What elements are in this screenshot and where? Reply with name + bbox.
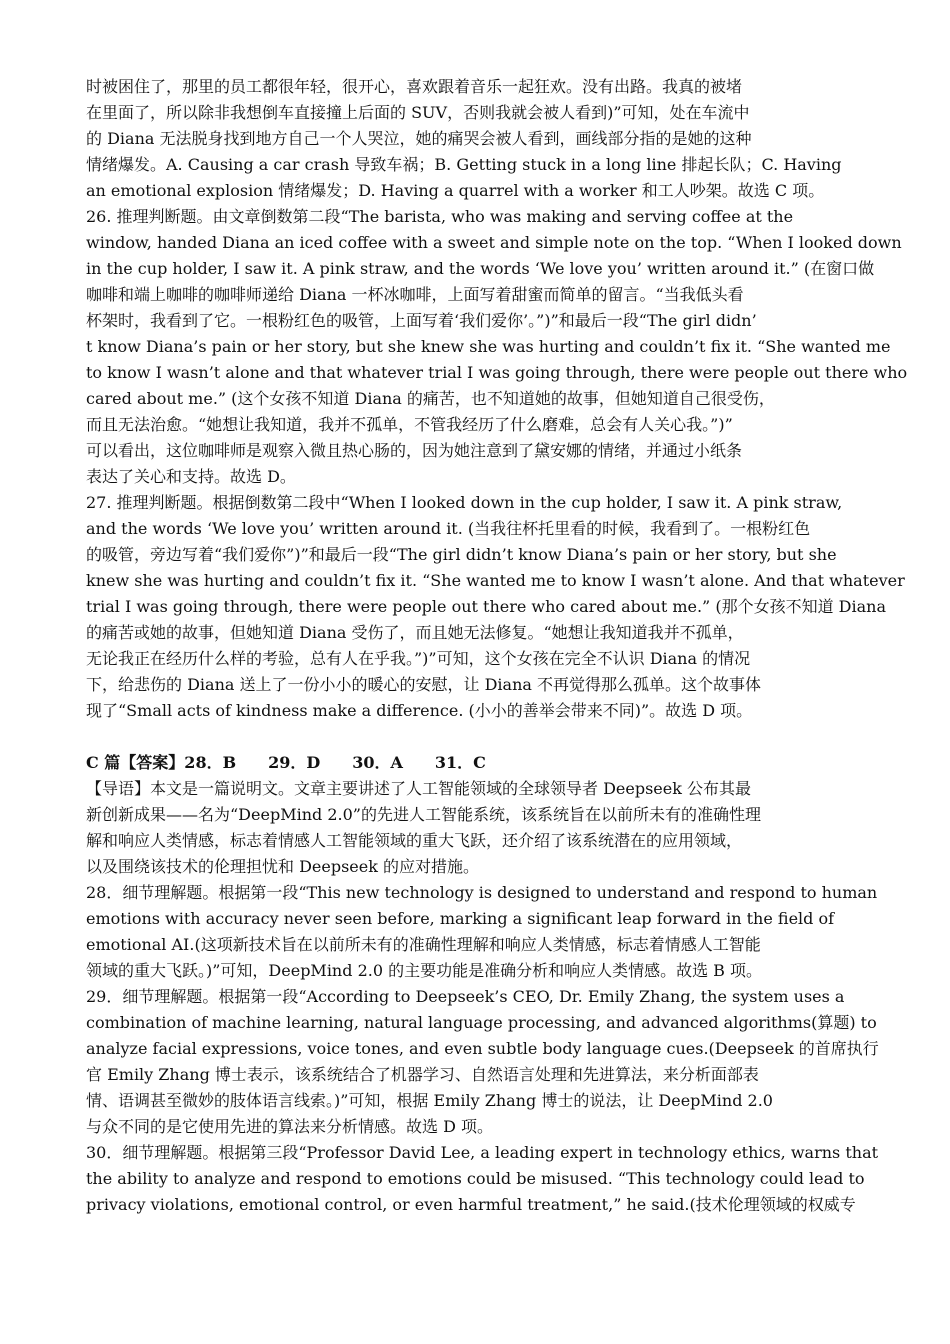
text-line: 在里面了，所以除非我想倒车直接撞上后面的 SUV，否则我就会被人看到)”可知，处在车流中 <box>86 103 750 122</box>
text-line: 而且无法治愈。“她想让我知道，我并不孤单，不管我经历了什么磨难，总会有人关心我。”)” <box>86 415 733 434</box>
text-line: 【导语】本文是一篇说明文。文章主要讲述了人工智能领域的全球领导者 Deepseek 公布其最 <box>86 779 752 798</box>
text-line: 以及围绕该技术的伦理担忧和 Deepseek 的应对措施。 <box>86 857 480 876</box>
text-line: privacy violations, emotional control, or even harmful treatment,” he said.(技术伦理领域的权威专 <box>86 1195 856 1214</box>
text-line: 解和响应人类情感，标志着情感人工智能领域的重大飞跃，还介绍了该系统潜在的应用领域， <box>86 831 743 850</box>
text-line: an emotional explosion 情绪爆发；D. Having a quarrel with a worker 和工人吵架。故选 C 项。 <box>86 181 825 200</box>
text-line: 的痛苦或她的故事，但她知道 Diana 受伤了，而且她无法修复。“她想让我知道我并不孤单， <box>86 623 744 642</box>
text-line: 可以看出，这位咖啡师是观察入微且热心肠的，因为她注意到了黛安娜的情绪，并通过小纸条 <box>86 441 743 460</box>
text-line: cared about me.” (这个女孩不知道 Diana 的痛苦，也不知道她的故事，但她知道自己很受伤， <box>86 389 775 408</box>
text-line: 新创新成果——名为“DeepMind 2.0”的先进人工智能系统，该系统旨在以前所未有的准确性理 <box>86 805 761 824</box>
section-c-answers: C 篇【答案】28．B 29．D 30．A 31．C <box>86 753 486 772</box>
text-line: in the cup holder, I saw it. A pink straw, and the words ‘We love you’ written around it.” (在窗口做 <box>86 259 875 278</box>
text-line: combination of machine learning, natural language processing, and advanced algorithms(算题) to <box>86 1013 877 1032</box>
blank-line <box>86 724 922 750</box>
text-line: the ability to analyze and respond to emotions could be misused. “This technology could lead to <box>86 1169 865 1188</box>
text-line: 28．细节理解题。根据第一段“This new technology is designed to understand and respond to human <box>86 883 878 902</box>
text-line: to know I wasn’t alone and that whatever trial I was going through, there were people out there who <box>86 363 908 382</box>
text-line: 下，给悲伤的 Diana 送上了一份小小的暖心的安慰，让 Diana 不再觉得那么孤单。这个故事体 <box>86 675 762 694</box>
text-line: and the words ‘We love you’ written around it. (当我往杯托里看的时候，我看到了。一根粉红色 <box>86 519 811 538</box>
text-line: emotions with accuracy never seen before, marking a significant leap forward in the field of <box>86 909 835 928</box>
text-line: 29．细节理解题。根据第一段“According to Deepseek’s CEO, Dr. Emily Zhang, the system uses a <box>86 987 845 1006</box>
text-line: 领域的重大飞跃。)”可知，DeepMind 2.0 的主要功能是准确分析和响应人类情感。故选 B 项。 <box>86 961 763 980</box>
text-line: knew she was hurting and couldn’t fix it. “She wanted me to know I wasn’t alone. And that whatever <box>86 571 905 590</box>
text-line: 现了“Small acts of kindness make a difference. (小小的善举会带来不同)”。故选 D 项。 <box>86 701 753 720</box>
text-line: 27. 推理判断题。根据倒数第二段中“When I looked down in the cup holder, I saw it. A pink straw, <box>86 493 843 512</box>
text-line: 官 Emily Zhang 博士表示，该系统结合了机器学习、自然语言处理和先进算法，来分析面部表 <box>86 1065 759 1084</box>
text-line: analyze facial expressions, voice tones, and even subtle body language cues.(Deepseek 的首席执行 <box>86 1039 879 1058</box>
text-line: window, handed Diana an iced coffee with a sweet and simple note on the top. “When I looked down <box>86 233 902 252</box>
text-line: 无论我正在经历什么样的考验，总有人在乎我。”)”可知，这个女孩在完全不认识 Diana 的情况 <box>86 649 751 668</box>
text-line: 26. 推理判断题。由文章倒数第二段“The barista, who was making and serving coffee at the <box>86 207 794 226</box>
text-line: 时被困住了，那里的员工都很年轻，很开心，喜欢跟着音乐一起狂欢。没有出路。我真的被堵 <box>86 77 743 96</box>
text-line: 30．细节理解题。根据第三段“Professor David Lee, a leading expert in technology ethics, warns that <box>86 1143 879 1162</box>
text-line: 与众不同的是它使用先进的算法来分析情感。故选 D 项。 <box>86 1117 494 1136</box>
text-line: 的 Diana 无法脱身找到地方自己一个人哭泣，她的痛哭会被人看到，画线部分指的是她的这种 <box>86 129 752 148</box>
text-line: emotional AI.(这项新技术旨在以前所未有的准确性理解和响应人类情感，标志着情感人工智能 <box>86 935 761 954</box>
text-line: 杯架时，我看到了它。一根粉红色的吸管，上面写着‘我们爱你’。”)”和最后一段“The girl didn’ <box>86 311 757 330</box>
text-line: trial I was going through, there were people out there who cared about me.” (那个女孩不知道 Diana <box>86 597 886 616</box>
text-line: 表达了关心和支持。故选 D。 <box>86 467 296 486</box>
text-line: 咖啡和端上咖啡的咖啡师递给 Diana 一杯冰咖啡，上面写着甜蜜而简单的留言。“当我低头看 <box>86 285 744 304</box>
document-page <box>86 74 922 1218</box>
text-line: 的吸管，旁边写着“我们爱你”)”和最后一段“The girl didn’t know Diana’s pain or her story, but she <box>86 545 837 564</box>
text-line: 情绪爆发。A. Causing a car crash 导致车祸；B. Getting stuck in a long line 排起长队；C. Having <box>86 155 842 174</box>
text-line: 情、语调甚至微妙的肢体语言线索。)”可知，根据 Emily Zhang 博士的说法，让 DeepMind 2.0 <box>86 1091 773 1110</box>
text-line: t know Diana’s pain or her story, but she knew she was hurting and couldn’t fix it. “She wanted me <box>86 337 891 356</box>
